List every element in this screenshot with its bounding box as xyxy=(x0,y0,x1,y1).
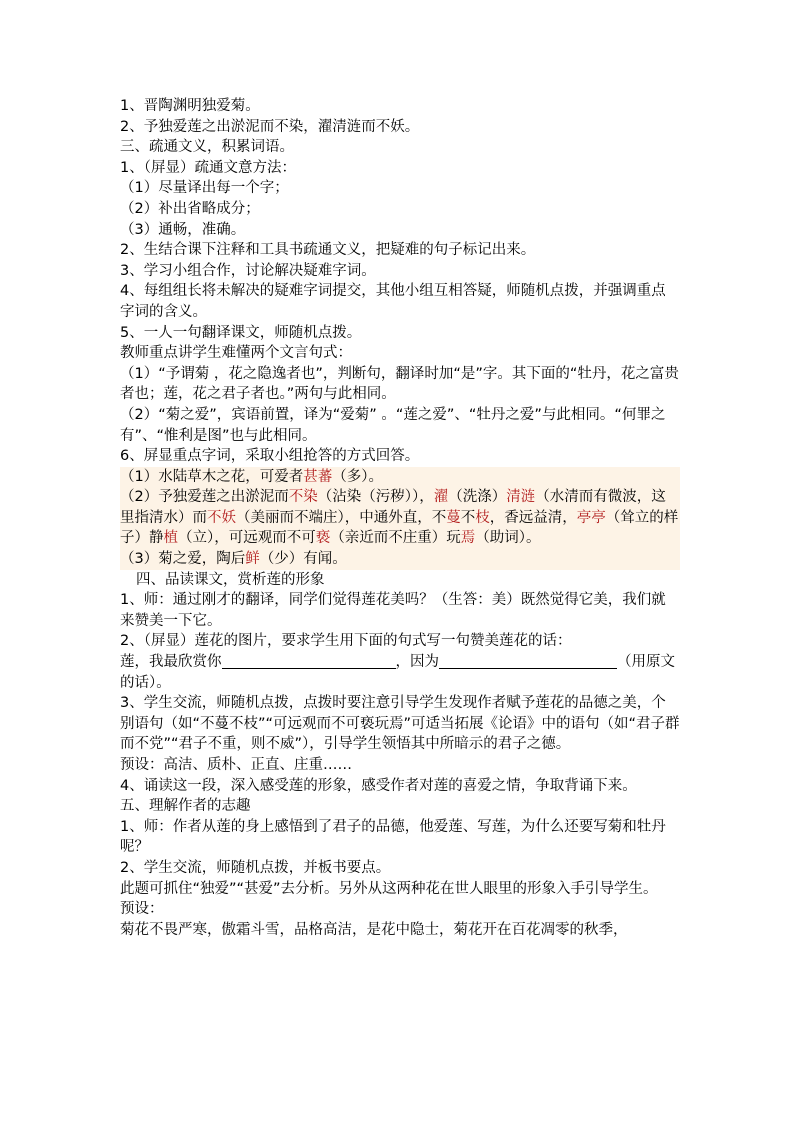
text-line: 2、生结合课下注释和工具书疏通文义，把疑难的句子标记出来。 xyxy=(120,242,536,259)
text-line: 预设：高洁、质朴、正直、庄重…… xyxy=(120,757,352,773)
fill-in-sentence: 莲，我最欣赏你 ，因为 （用原文的话）。 xyxy=(120,654,675,691)
section-heading: 三、疏通文义，积累词语。 xyxy=(120,139,294,156)
text-line: （1）尽量译出每一个字； xyxy=(120,180,289,197)
text-paragraph: （1）“予谓菊 ，花之隐逸者也”，判断句，翻译时加“是”字。其下面的“牡丹，花之富贵者也；莲，花之君子者也。”两句与此相同。 xyxy=(120,365,679,403)
highlighted-paragraph: （3）菊之爱，陶后鲜（少）有闻。 xyxy=(120,549,680,570)
text-paragraph: 1、师：通过刚才的翻译，同学们觉得莲花美吗？（生答：美）既然觉得它美，我们就来赞美一下它。 xyxy=(120,592,666,629)
text-line: 2、学生交流，师随机点拨，并板书要点。 xyxy=(120,859,391,876)
text-line: 5、一人一句翻译课文，师随机点拨。 xyxy=(120,324,362,341)
key-word: 蔓 xyxy=(446,509,461,526)
text-paragraph: 3、学生交流，师随机点拨，点拨时要注意引导学生发现作者赋予莲花的品德之美，个别语句（如“不蔓不枝”“可远观而不可亵玩焉”可适当拓展《论语》中的语句（如“君子群而不党”“君子不重，则不威”），引导学生领悟其中所暗示的君子之德。 xyxy=(120,695,680,753)
key-word: 亭亭 xyxy=(576,509,606,526)
highlighted-paragraph: （2）予独爱莲之出淤泥而不染（沾染（污秽）），濯（洗涤）清涟（水清而有微波，这里指清水）而不妖（美丽而不端庄），中通外直，不蔓不枝，香远益清，亭亭（耸立的样子）静植（立），可远观而不可亵（亲近而不庄重）玩焉（助词）。 xyxy=(120,487,680,549)
text-line: 预设： xyxy=(120,901,164,918)
text-paragraph: 4、每组组长将未解决的疑难字词提交，其他小组互相答疑，师随机点拨，并强调重点字词的含义。 xyxy=(120,283,666,320)
text-paragraph: （2）“菊之爱”，宾语前置，译为“爱菊” 。“莲之爱”、“牡丹之爱”与此相同。“何罪之有”、“惟利是图”也与此相同。 xyxy=(120,406,666,444)
key-word: 鲜 xyxy=(245,551,260,568)
highlighted-paragraph: （1）水陆草木之花，可爱者甚蕃（多）。 xyxy=(120,467,680,488)
text-line: （3）通畅，准确。 xyxy=(120,221,246,238)
text-line: 6、屏显重点字词，采取小组抢答的方式回答。 xyxy=(120,448,420,465)
text-line: 2、予独爱莲之出淤泥而不染，濯清涟而不妖。 xyxy=(120,118,420,135)
key-word: 清涟 xyxy=(506,489,536,506)
text-paragraph: 4、诵读这一段，深入感受莲的形象，感受作者对莲的喜爱之情，争取背诵下来。 xyxy=(120,777,637,794)
section-heading: 四、品读课文，赏析莲的形象 xyxy=(136,571,325,588)
key-word: 植 xyxy=(163,530,178,547)
key-word: 濯 xyxy=(433,489,449,506)
key-word: 不妖 xyxy=(207,509,236,526)
key-word: 不染 xyxy=(288,489,318,506)
text-paragraph: 1、师：作者从莲的身上感悟到了君子的品德，他爱莲、写莲，为什么还要写菊和牡丹呢？ xyxy=(120,818,666,856)
text-line: 1、（屏显）疏通文意方法： xyxy=(120,159,296,176)
text-paragraph: 此题可抓住“独爱”“甚爱”去分析。另外从这两种花在世人眼里的形象入手引导学生。 xyxy=(120,880,658,897)
key-word: 枝 xyxy=(475,509,490,526)
text-line: 1、晋陶渊明独爱菊。 xyxy=(120,98,260,114)
text-paragraph: 菊花不畏严寒，傲霜斗雪，品格高洁，是花中隐士，菊花开在百花凋零的秋季， xyxy=(120,921,628,938)
text-line: 教师重点讲学生难懂两个文言句式： xyxy=(120,345,352,362)
key-word: 甚蕃 xyxy=(303,468,333,485)
key-word: 亵 xyxy=(315,530,331,547)
section-heading: 五、理解作者的志趣 xyxy=(120,798,251,815)
text-line: 2、（屏显）莲花的图片，要求学生用下面的句式写一句赞美莲花的话： xyxy=(120,633,572,650)
text-line: （2）补出省略成分； xyxy=(120,200,260,217)
document-page xyxy=(120,96,680,940)
text-line: 3、学习小组合作，讨论解决疑难字词。 xyxy=(120,262,376,279)
blank-line xyxy=(222,653,396,669)
blank-line xyxy=(439,653,617,669)
key-word: 焉 xyxy=(460,530,476,547)
